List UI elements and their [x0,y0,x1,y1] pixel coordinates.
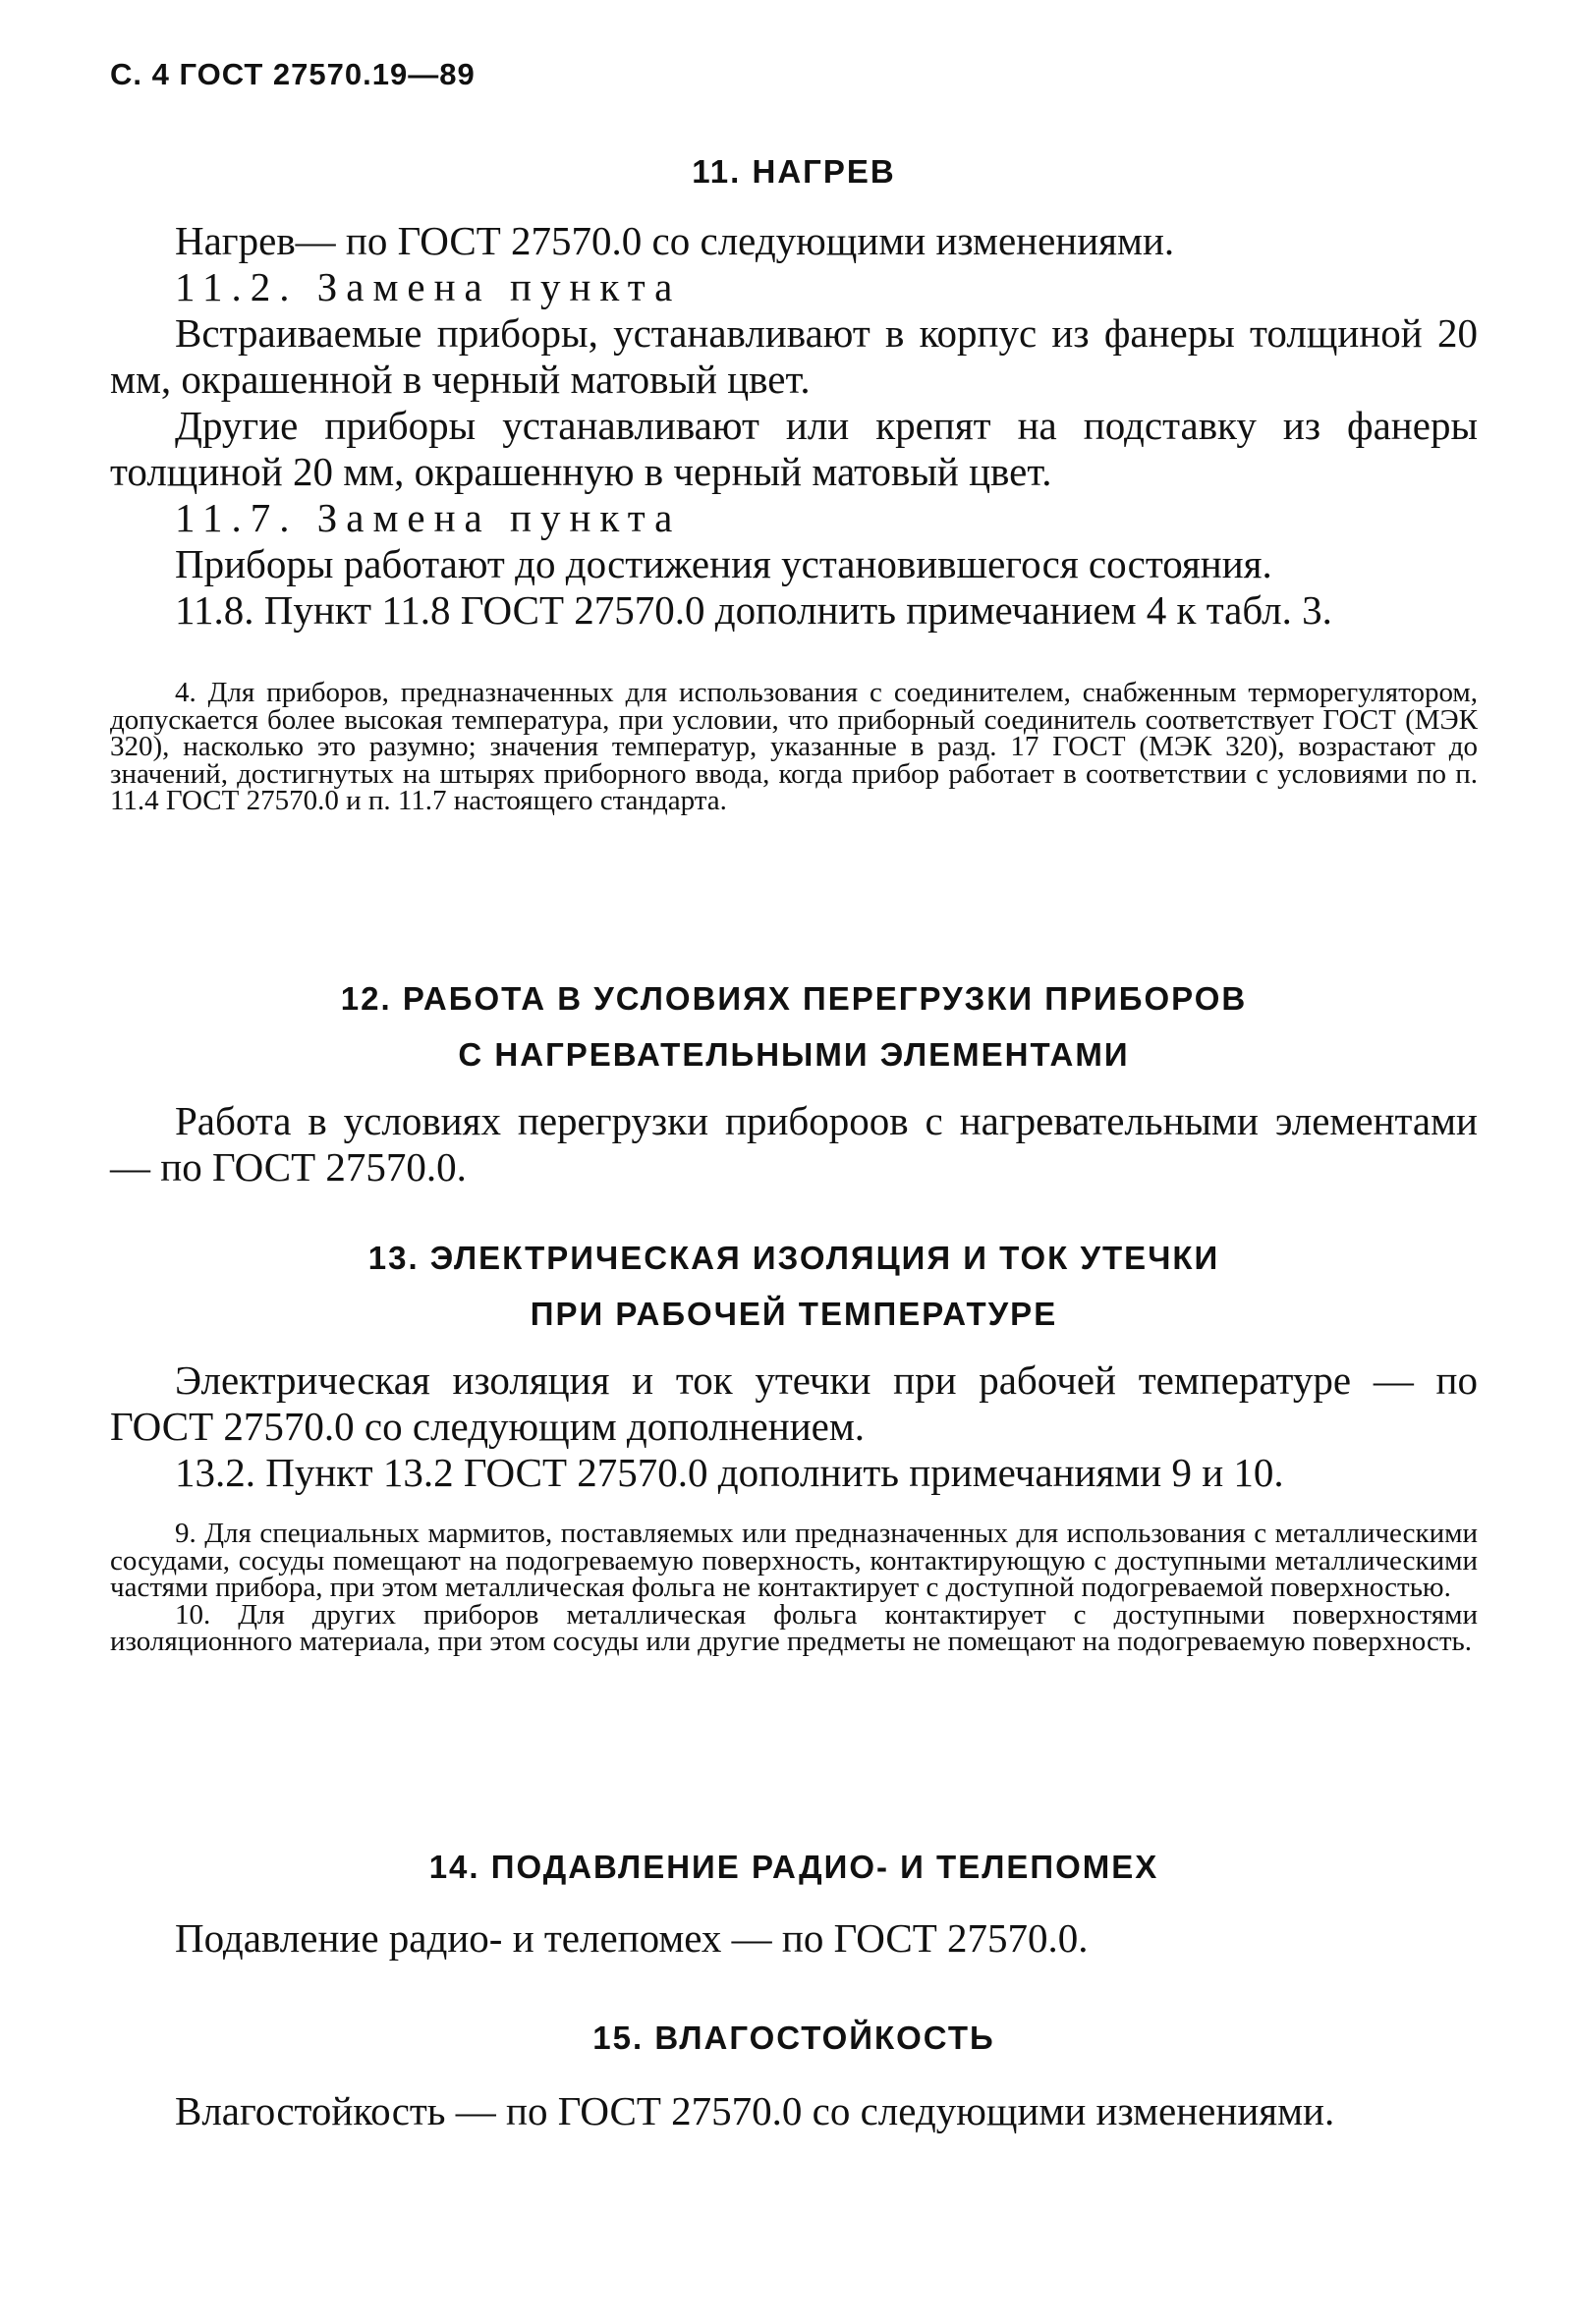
paragraph: Работа в условиях перегрузки прибороов с нагревательными элементами — по ГОСТ 27570.0. [110,1098,1478,1190]
heading-line: 11. НАГРЕВ [692,153,896,190]
section-body-11 [110,218,1478,634]
clause-title: 11.7. Замена пункта [175,495,682,540]
section-heading-11 [110,143,1478,199]
paragraph: Нагрев— по ГОСТ 27570.0 со следующими изменениями. [175,218,1175,263]
note: 4. Для приборов, предназначенных для использования с соединителем, снабженным терморегулятором, допускается более высокая температура, при условии, что приборный соединитель соответствует ГОСТ (МЭК 320), насколько это разумно; значения температур, указанные в разд. 17 ГОСТ (МЭК 320), возрастают до значений, достигнутых на штырях приборного ввода, когда прибор работает в соответствии с условиями по п. 11.4 ГОСТ 27570.0 и п. 11.7 настоящего стандарта. [110,677,1478,816]
heading-line: 12. РАБОТА В УСЛОВИЯХ ПЕРЕГРУЗКИ ПРИБОРОВ [340,980,1248,1017]
paragraph: Электрическая изоляция и ток утечки при рабочей температуре — по ГОСТ 27570.0 со следующим дополнением. [110,1357,1478,1449]
note: 9. Для специальных мармитов, поставляемых или предназначенных для использования с металлическими сосудами, сосуды помещают на подогреваемую поверхность, контактирующую с доступными металлическими частями прибора, при этом металлическая фольга не контактирует с доступной подогреваемой поверхностью. [110,1518,1478,1603]
heading-line: С НАГРЕВАТЕЛЬНЫМИ ЭЛЕМЕНТАМИ [458,1036,1130,1073]
paragraph: 11.8. Пункт 11.8 ГОСТ 27570.0 дополнить примечанием 4 к табл. 3. [175,587,1332,633]
section-heading-13 [110,1230,1478,1342]
section-body-15 [110,2088,1478,2134]
heading-line: ПРИ РАБОЧЕЙ ТЕМПЕРАТУРЕ [530,1296,1058,1332]
clause-title: 11.2. Замена пункта [175,264,682,309]
heading-line: 13. ЭЛЕКТРИЧЕСКАЯ ИЗОЛЯЦИЯ И ТОК УТЕЧКИ [367,1240,1220,1276]
running-head: С. 4 ГОСТ 27570.19—89 [110,57,476,91]
note: 10. Для других приборов металлическая фольга контактирует с доступными поверхностями изоляционного материала, при этом сосуды или другие предметы не помещают на подогреваемую поверхность. [110,1598,1478,1657]
section-heading-15 [110,2010,1478,2066]
paragraph: Подавление радио- и телепомех — по ГОСТ 27570.0. [175,1915,1089,1961]
heading-line: 14. ПОДАВЛЕНИЕ РАДИО- И ТЕЛЕПОМЕХ [428,1849,1159,1885]
paragraph: Встраиваемые приборы, устанавливают в корпус из фанеры толщиной 20 мм, окрашенной в черный матовый цвет. [110,310,1478,402]
paragraph: Другие приборы устанавливают или крепят на подставку из фанеры толщиной 20 мм, окрашенную в черный матовый цвет. [110,403,1478,494]
paragraph: Приборы работают до достижения установившегося состояния. [175,541,1272,586]
section-heading-14 [110,1839,1478,1895]
section-body-14 [110,1915,1478,1962]
heading-line: 15. ВЛАГОСТОЙКОСТЬ [592,2020,995,2056]
note-block-11 [110,677,1478,816]
note-block-13 [110,1518,1478,1657]
section-body-13 [110,1357,1478,1496]
section-body-12 [110,1098,1478,1190]
paragraph: 13.2. Пункт 13.2 ГОСТ 27570.0 дополнить примечаниями 9 и 10. [175,1450,1284,1495]
section-heading-12 [110,970,1478,1082]
paragraph: Влагостойкость — по ГОСТ 27570.0 со следующими изменениями. [175,2088,1335,2133]
